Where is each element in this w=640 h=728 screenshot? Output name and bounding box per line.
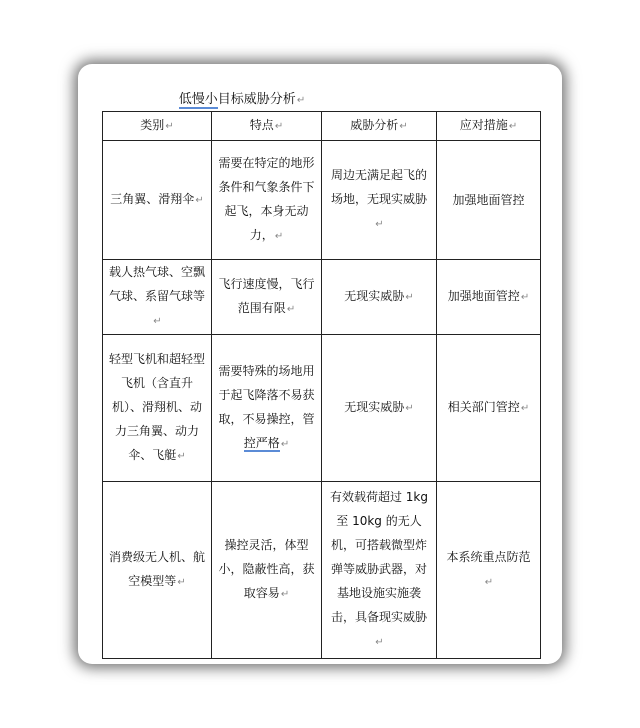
threat-cell: 无现实威胁↵ — [322, 335, 437, 482]
threat-analysis-table — [102, 111, 541, 659]
table-row — [103, 335, 541, 482]
header-cell-feature: 特点↵ — [212, 112, 322, 141]
paragraph-mark-icon: ↵ — [296, 95, 306, 106]
cell-mark-icon: ↵ — [280, 589, 290, 600]
cell-mark-icon: ↵ — [520, 403, 530, 414]
cell-mark-icon: ↵ — [280, 439, 290, 450]
table-row — [103, 141, 541, 260]
cell-mark-icon: ↵ — [405, 292, 414, 303]
threat-cell: 有效载荷超过 1kg 至 10kg 的无人机，可搭载微型炸弹等威胁武器，对基地设施实施袭击，具备现实威胁↵ — [322, 482, 437, 659]
title-underlined-text: 低慢小 — [178, 92, 218, 107]
cell-mark-icon: ↵ — [177, 577, 186, 588]
cell-mark-icon: ↵ — [399, 121, 408, 132]
spellcheck-underline: 控严格 — [243, 436, 280, 450]
table-row — [103, 260, 541, 335]
feature-cell: 需要在特定的地形条件和气象条件下起飞，本身无动力，↵ — [212, 141, 322, 260]
category-cell: 载人热气球、空飘气球、系留气球等↵ — [103, 260, 212, 335]
document-title — [0, 88, 484, 107]
header-cell-category: 类别↵ — [103, 112, 212, 141]
category-cell: 轻型飞机和超轻型飞机（含直升机）、滑翔机、动力三角翼、动力伞、飞艇↵ — [103, 335, 212, 482]
threat-cell: 周边无满足起飞的场地，无现实威胁↵ — [322, 141, 437, 260]
header-cell-measure: 应对措施↵ — [437, 112, 541, 141]
category-cell: 三角翼、滑翔伞↵ — [103, 141, 212, 260]
cell-mark-icon: ↵ — [195, 195, 204, 206]
cell-mark-icon: ↵ — [153, 316, 162, 327]
cell-mark-icon: ↵ — [165, 121, 174, 132]
cell-mark-icon: ↵ — [274, 231, 284, 242]
table-header-row — [103, 112, 541, 141]
cell-mark-icon: ↵ — [375, 219, 384, 230]
feature-cell: 需要特殊的场地用于起飞降落不易获取，不易操控，管控严格↵ — [212, 335, 322, 482]
feature-cell: 飞行速度慢，飞行范围有限↵ — [212, 260, 322, 335]
measure-cell: 加强地面管控↵ — [437, 260, 541, 335]
table-row — [103, 482, 541, 659]
threat-cell: 无现实威胁↵ — [322, 260, 437, 335]
cell-mark-icon: ↵ — [375, 637, 384, 648]
cell-mark-icon: ↵ — [274, 121, 284, 132]
cell-mark-icon: ↵ — [286, 304, 296, 315]
category-cell: 消费级无人机、航空模型等↵ — [103, 482, 212, 659]
measure-cell: 相关部门管控↵ — [437, 335, 541, 482]
cell-mark-icon: ↵ — [520, 292, 530, 303]
cell-mark-icon: ↵ — [177, 451, 186, 462]
measure-cell: 本系统重点防范↵ — [437, 482, 541, 659]
title-text: 目标威胁分析 — [217, 92, 296, 107]
cell-mark-icon: ↵ — [484, 577, 494, 588]
cell-mark-icon: ↵ — [508, 121, 518, 132]
measure-cell: 加强地面管控 — [437, 141, 541, 260]
feature-cell: 操控灵活，体型小，隐蔽性高，获取容易↵ — [212, 482, 322, 659]
cell-mark-icon: ↵ — [405, 403, 414, 414]
header-cell-threat: 威胁分析↵ — [322, 112, 437, 141]
